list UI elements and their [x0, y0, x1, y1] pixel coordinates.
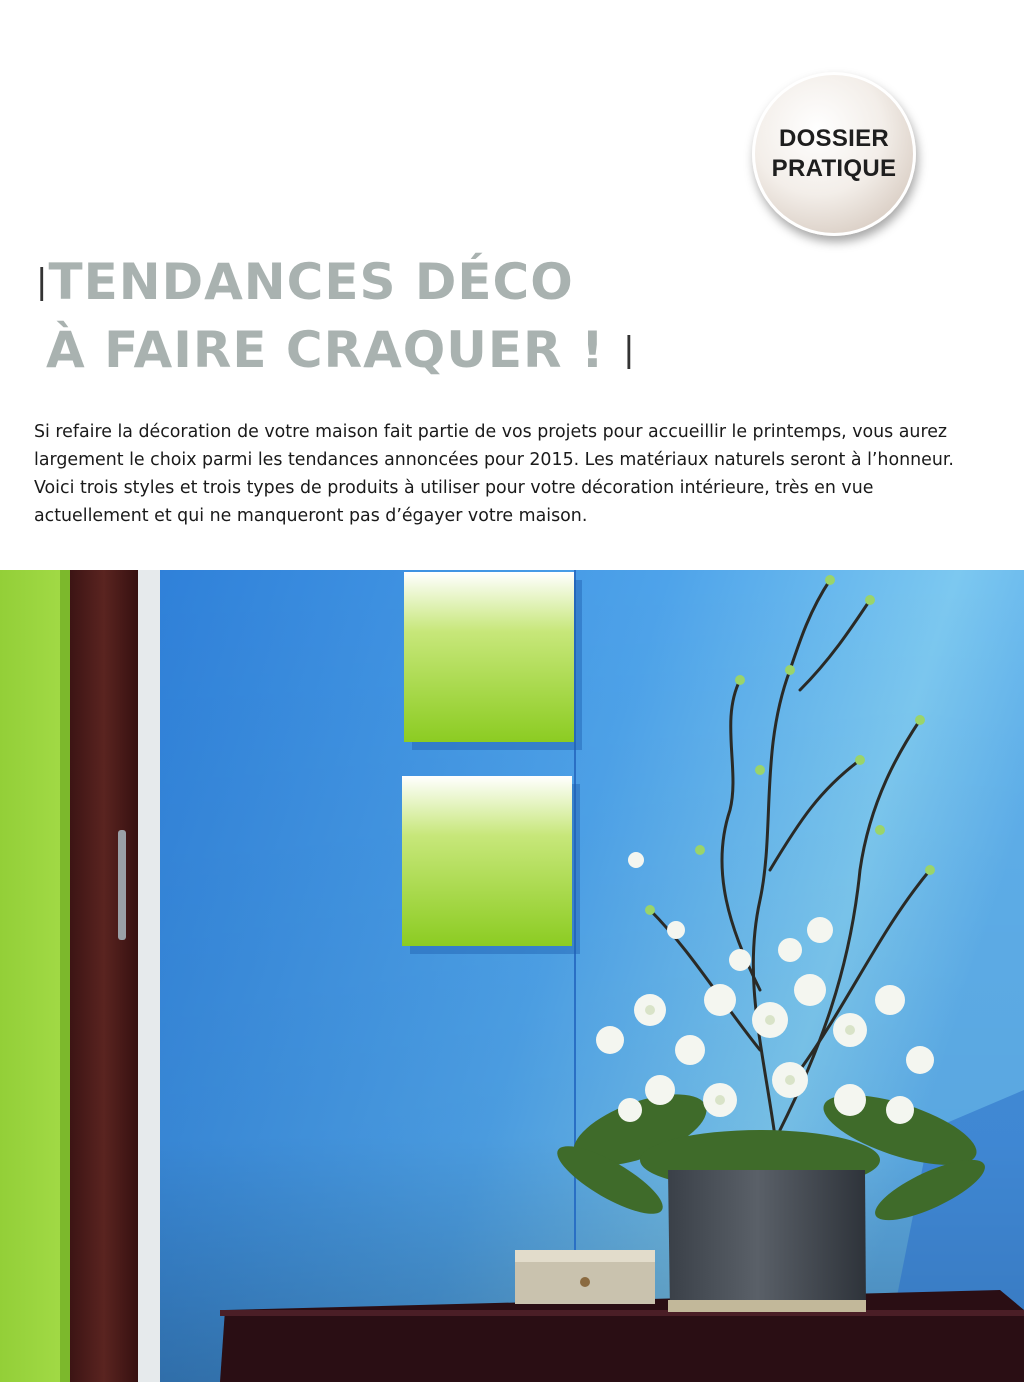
title-line-1: TENDANCES DÉCO	[48, 253, 574, 311]
green-panel-bottom	[402, 776, 572, 946]
title-line-2: À FAIRE CRAQUER !	[46, 321, 605, 379]
badge-line-2: PRATIQUE	[771, 155, 897, 182]
dossier-pratique-badge	[752, 72, 916, 236]
title-bar-left: |	[36, 262, 49, 302]
wood-door-frame	[70, 570, 138, 1382]
planter-vase	[668, 1170, 866, 1312]
green-panel-top	[404, 572, 574, 742]
interior-photo	[0, 570, 1024, 1382]
title-bar-right: |	[623, 330, 636, 370]
badge-line-1: DOSSIER	[778, 125, 890, 152]
page-title	[36, 248, 636, 384]
intro-paragraph: Si refaire la décoration de votre maison fait partie de vos projets pour accueillir le printemps, vous aurez largement le choix parmi les tendances annoncées pour 2015. Les matériaux naturels seront à l’honneur. Voici trois styles et trois types de produits à utiliser pour votre décoration intérieure, très en vue actuellement et qui ne manqueront pas d’égayer votre maison.	[34, 422, 954, 526]
